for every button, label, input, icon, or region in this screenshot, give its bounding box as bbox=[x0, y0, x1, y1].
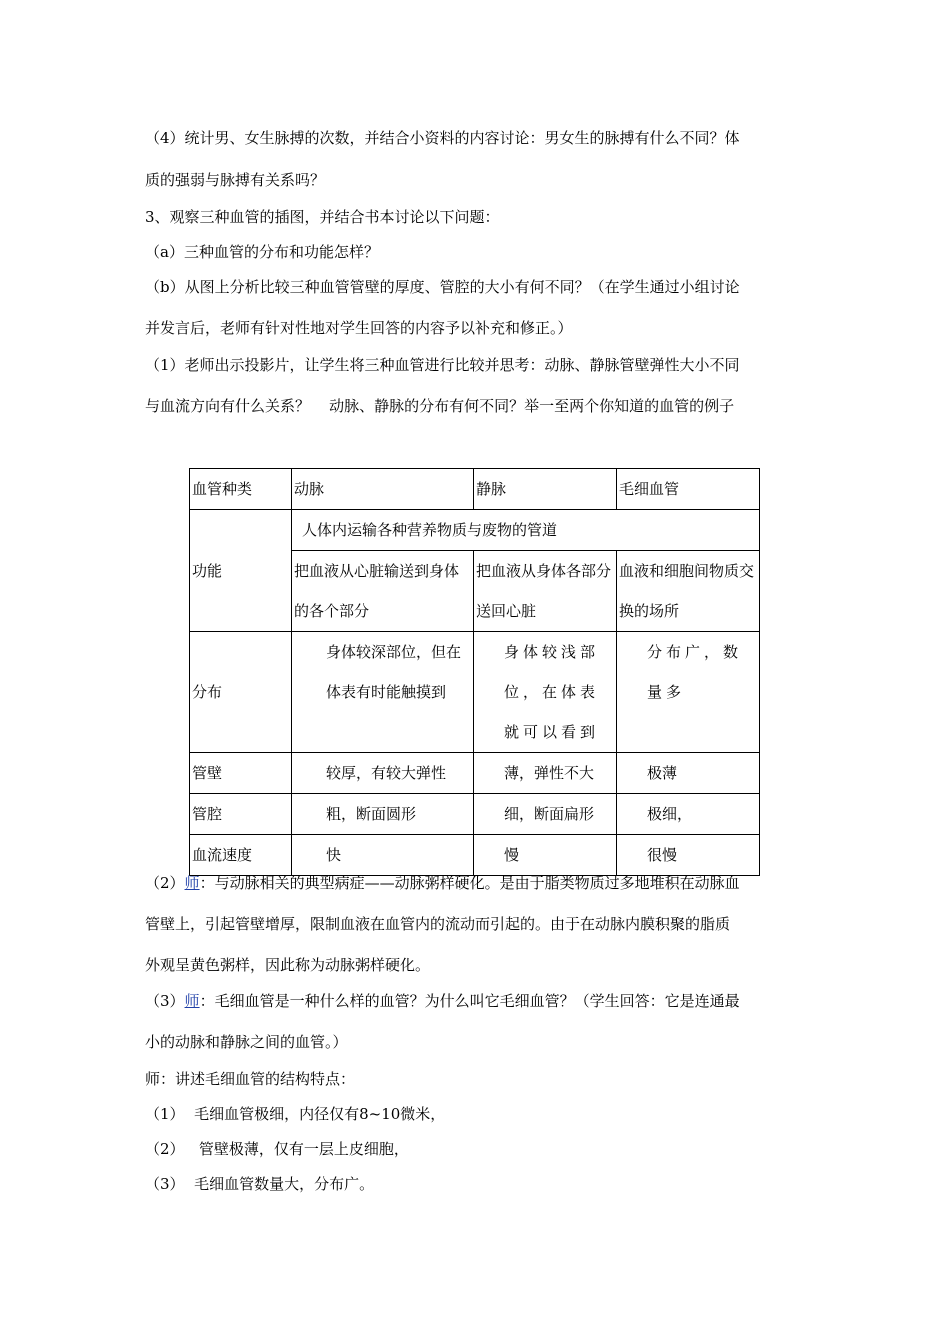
function-common-cell: 人体内运输各种营养物质与废物的管道 bbox=[292, 510, 760, 551]
header-cell: 血管种类 bbox=[190, 469, 292, 510]
wall-capillary-cell: 极薄 bbox=[617, 753, 760, 794]
list-item-3: （3） 毛细血管数量大，分布广。 bbox=[145, 1175, 375, 1193]
speed-vein-cell: 慢 bbox=[474, 835, 617, 876]
q2-text: ：与动脉相关的典型病症——动脉粥样硬化。是由于脂类物质过多地堆积在动脉血 bbox=[199, 874, 740, 892]
teacher-link[interactable]: 师 bbox=[184, 874, 200, 892]
row-label-distribution: 分布 bbox=[190, 632, 292, 753]
row-label-speed: 血流速度 bbox=[190, 835, 292, 876]
header-cell: 静脉 bbox=[474, 469, 617, 510]
list-item-2: （2） 管壁极薄，仅有一层上皮细胞， bbox=[145, 1140, 409, 1158]
distribution-vein-cell: 身体较浅部位，在体表就可以看到 bbox=[474, 632, 617, 753]
wall-vein-cell: 薄，弹性不大 bbox=[474, 753, 617, 794]
paragraph-q1-line1: （1）老师出示投影片，让学生将三种血管进行比较并思考：动脉、静脉管壁弹性大小不同 bbox=[145, 356, 740, 374]
blood-vessel-table bbox=[189, 468, 760, 876]
paragraph-q3-line2: 小的动脉和静脉之间的血管。） bbox=[145, 1033, 348, 1051]
paragraph-p4-line1: （4）统计男、女生脉搏的次数，并结合小资料的内容讨论：男女生的脉搏有什么不同？体 bbox=[145, 129, 740, 147]
paragraph-b-line1: （b）从图上分析比较三种血管管壁的厚度、管腔的大小有何不同？（在学生通过小组讨论 bbox=[145, 278, 740, 296]
paragraph-teacher-desc: 师：讲述毛细血管的结构特点： bbox=[145, 1070, 356, 1088]
function-capillary-cell: 血液和细胞间物质交换的场所 bbox=[617, 551, 760, 632]
paragraph-section-3: 3、观察三种血管的插图，并结合书本讨论以下问题： bbox=[145, 208, 500, 226]
function-vein-cell: 把血液从身体各部分送回心脏 bbox=[474, 551, 617, 632]
wall-artery-cell: 较厚，有较大弹性 bbox=[292, 753, 474, 794]
q3-text: ：毛细血管是一种什么样的血管？为什么叫它毛细血管？（学生回答：它是连通最 bbox=[199, 992, 740, 1010]
lumen-artery-cell: 粗，断面圆形 bbox=[292, 794, 474, 835]
paragraph-q3-line1 bbox=[145, 991, 740, 1011]
header-cell: 动脉 bbox=[292, 469, 474, 510]
row-label-lumen: 管腔 bbox=[190, 794, 292, 835]
paragraph-q2-line3: 外观呈黄色粥样，因此称为动脉粥样硬化。 bbox=[145, 956, 431, 974]
lumen-vein-cell: 细，断面扁形 bbox=[474, 794, 617, 835]
paragraph-q1-line2: 与血流方向有什么关系？ 动脉、静脉的分布有何不同？举一至两个你知道的血管的例子 bbox=[145, 397, 735, 415]
q2-prefix: （2） bbox=[145, 874, 185, 892]
table-row-lumen bbox=[190, 794, 760, 835]
table-row-function-common bbox=[190, 510, 760, 551]
teacher-link[interactable]: 师 bbox=[184, 992, 200, 1010]
distribution-capillary-cell: 分布广，数量多 bbox=[617, 632, 760, 753]
table-row-speed bbox=[190, 835, 760, 876]
table-header-row bbox=[190, 469, 760, 510]
function-artery-cell: 把血液从心脏输送到身体的各个部分 bbox=[292, 551, 474, 632]
paragraph-q2-line1 bbox=[145, 873, 740, 893]
q3-prefix: （3） bbox=[145, 992, 185, 1010]
distribution-artery-cell: 身体较深部位，但在体表有时能触摸到 bbox=[292, 632, 474, 753]
paragraph-b-line2: 并发言后，老师有针对性地对学生回答的内容予以补充和修正。） bbox=[145, 319, 573, 337]
row-label-function: 功能 bbox=[190, 510, 292, 632]
row-label-wall: 管壁 bbox=[190, 753, 292, 794]
list-item-1: （1） 毛细血管极细，内径仅有8~10微米， bbox=[145, 1105, 446, 1123]
table-row-distribution bbox=[190, 632, 760, 753]
paragraph-p4-line2: 质的强弱与脉搏有关系吗？ bbox=[145, 171, 326, 189]
paragraph-q2-line2: 管壁上，引起管壁增厚，限制血液在血管内的流动而引起的。由于在动脉内膜积聚的脂质 bbox=[145, 915, 731, 933]
speed-artery-cell: 快 bbox=[292, 835, 474, 876]
header-cell: 毛细血管 bbox=[617, 469, 760, 510]
table-row-wall bbox=[190, 753, 760, 794]
paragraph-a: （a）三种血管的分布和功能怎样？ bbox=[145, 243, 379, 261]
lumen-capillary-cell: 极细， bbox=[617, 794, 760, 835]
speed-capillary-cell: 很慢 bbox=[617, 835, 760, 876]
